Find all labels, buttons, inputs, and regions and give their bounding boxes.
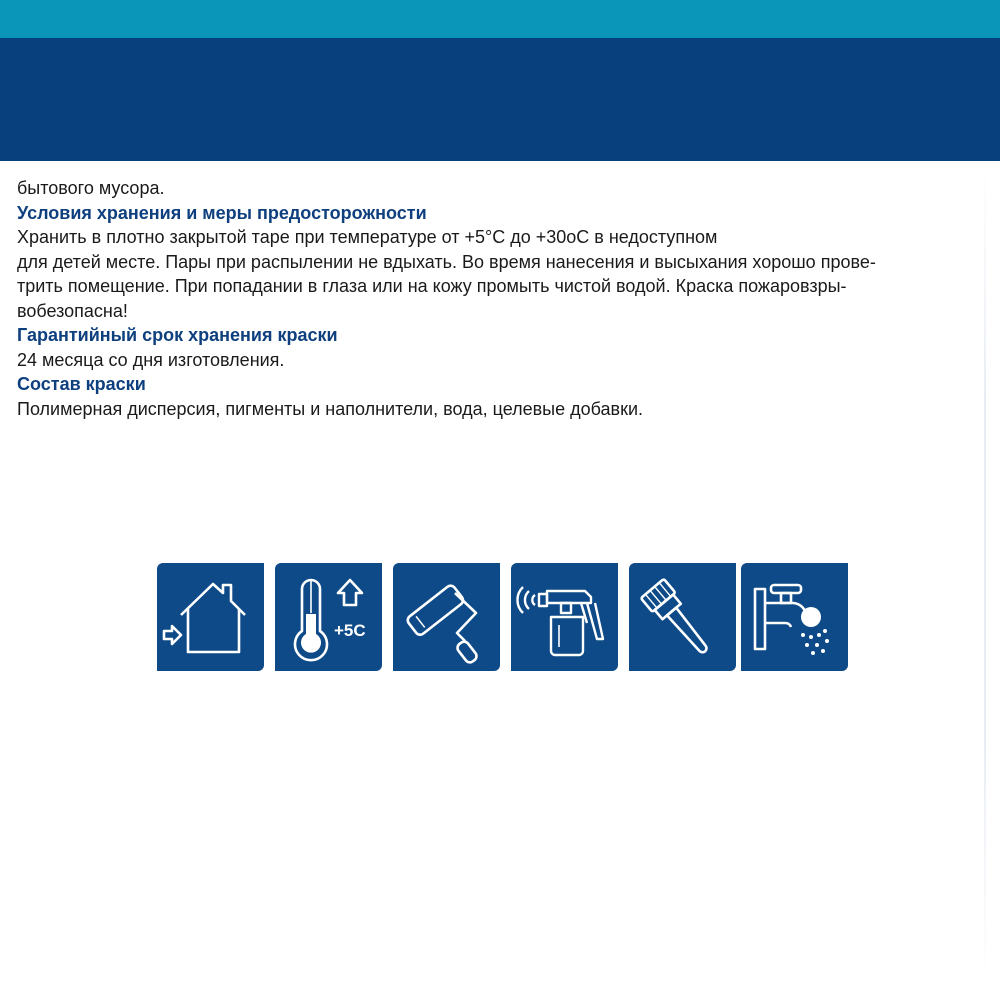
storage-text-line: для детей месте. Пары при распылении не вдыхать. Во время нанесения и высыхания хорошо прове- — [17, 251, 876, 272]
top-accent-band — [0, 0, 1000, 38]
warranty-text: 24 месяца со дня изготовления. — [17, 349, 285, 370]
icon-tile-spray — [511, 563, 618, 671]
continued-text-line: бытового мусора. — [17, 178, 165, 198]
icon-tile-tap — [741, 563, 848, 671]
warranty-heading: Гарантийный срок хранения краски — [17, 325, 338, 345]
instructions-text — [17, 176, 977, 421]
storage-text-line: вобезопасна! — [17, 300, 128, 321]
house-interior-icon — [157, 563, 264, 671]
icon-tile-roller — [393, 563, 500, 671]
usage-icons-row — [0, 563, 1000, 673]
water-tap-icon — [741, 563, 848, 671]
icon-tile-thermometer — [275, 563, 382, 671]
storage-text-line: Хранить в плотно закрытой таре при температуре от +5°С до +30оС в недоступном — [17, 227, 718, 247]
header-band — [0, 38, 1000, 161]
composition-text: Полимерная дисперсия, пигменты и наполнители, вода, целевые добавки. — [17, 398, 644, 419]
composition-heading: Состав краски — [17, 374, 146, 394]
thermometer-icon — [275, 563, 382, 671]
side-divider — [984, 168, 986, 976]
icon-tile-brush — [629, 563, 736, 671]
paint-roller-icon — [393, 563, 500, 671]
thermometer-label: +5C — [334, 621, 366, 640]
icon-tile-house — [157, 563, 264, 671]
paint-brush-icon — [629, 563, 736, 671]
storage-heading: Условия хранения и меры предосторожности — [17, 202, 427, 223]
spray-gun-icon — [511, 563, 618, 671]
storage-text-line: трить помещение. При попадании в глаза или на кожу промыть чистой водой. Краска пожаровзры- — [17, 276, 847, 296]
